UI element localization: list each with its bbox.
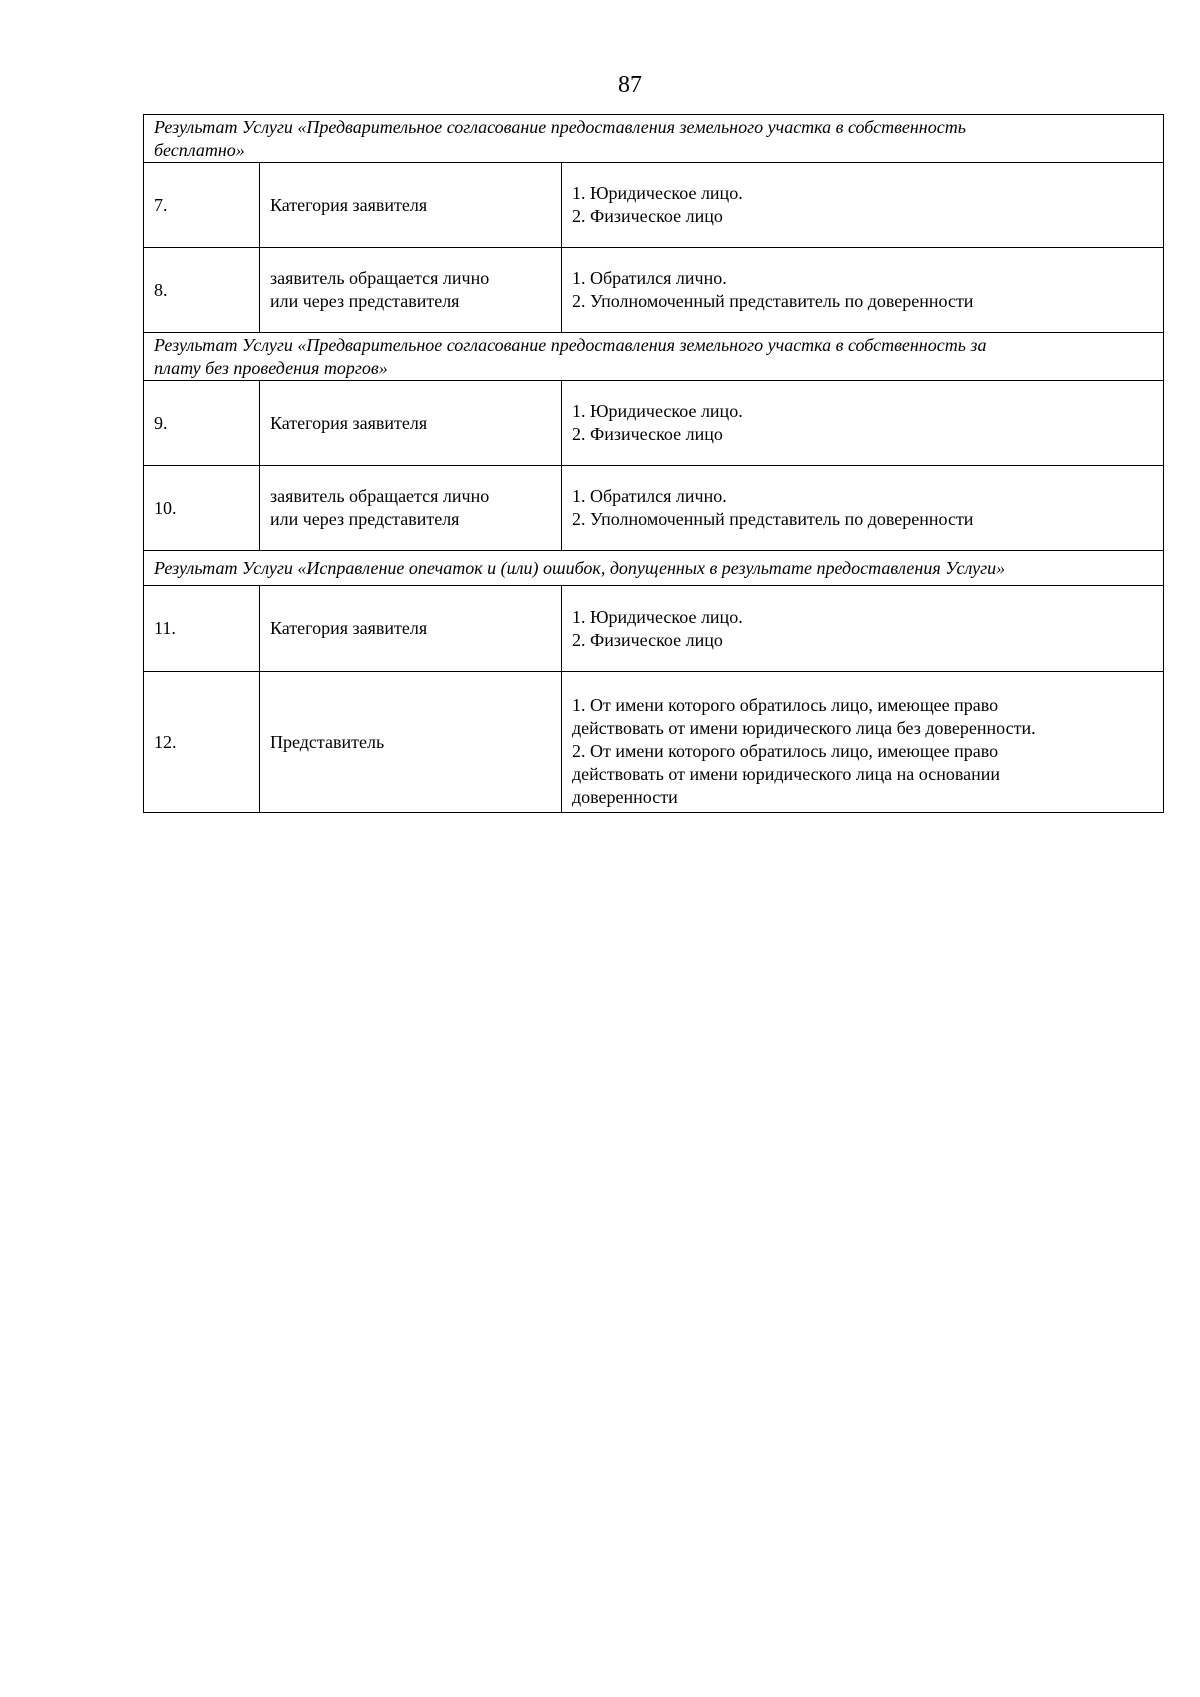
page-number: 87	[618, 72, 642, 98]
row-criterion: Представитель	[260, 672, 562, 813]
row-values: 1. От имени которого обратилось лицо, имеющее право действовать от имени юридического лица без доверенности. 2. От имени которого обратилось лицо, имеющее право действовать от имени юридического лица на основании доверенности	[562, 672, 1164, 813]
row-values: 1. Обратился лично. 2. Уполномоченный представитель по доверенности	[562, 248, 1164, 333]
section-title: Результат Услуги «Исправление опечаток и (или) ошибок, допущенных в результате предоставления Услуги»	[144, 551, 1164, 586]
table-row	[144, 381, 1164, 466]
row-criterion: заявитель обращается лично или через представителя	[260, 466, 562, 551]
row-values: 1. Юридическое лицо. 2. Физическое лицо	[562, 163, 1164, 248]
table-row	[144, 672, 1164, 813]
applicant-criteria-table	[143, 114, 1164, 813]
row-criterion: Категория заявителя	[260, 381, 562, 466]
row-values: 1. Юридическое лицо. 2. Физическое лицо	[562, 381, 1164, 466]
table-row	[144, 586, 1164, 672]
row-values: 1. Юридическое лицо. 2. Физическое лицо	[562, 586, 1164, 672]
row-number: 8.	[144, 248, 260, 333]
row-number: 10.	[144, 466, 260, 551]
row-number: 9.	[144, 381, 260, 466]
table-row	[144, 466, 1164, 551]
section-row	[144, 333, 1164, 381]
table-row	[144, 163, 1164, 248]
section-title: Результат Услуги «Предварительное согласование предоставления земельного участка в собственность за плату без проведения торгов»	[144, 333, 1164, 381]
section-title: Результат Услуги «Предварительное согласование предоставления земельного участка в собственность бесплатно»	[144, 115, 1164, 163]
section-row	[144, 551, 1164, 586]
row-number: 12.	[144, 672, 260, 813]
table-row	[144, 248, 1164, 333]
row-number: 7.	[144, 163, 260, 248]
row-criterion: Категория заявителя	[260, 586, 562, 672]
row-criterion: заявитель обращается лично или через представителя	[260, 248, 562, 333]
row-number: 11.	[144, 586, 260, 672]
section-row	[144, 115, 1164, 163]
row-criterion: Категория заявителя	[260, 163, 562, 248]
row-values: 1. Обратился лично. 2. Уполномоченный представитель по доверенности	[562, 466, 1164, 551]
